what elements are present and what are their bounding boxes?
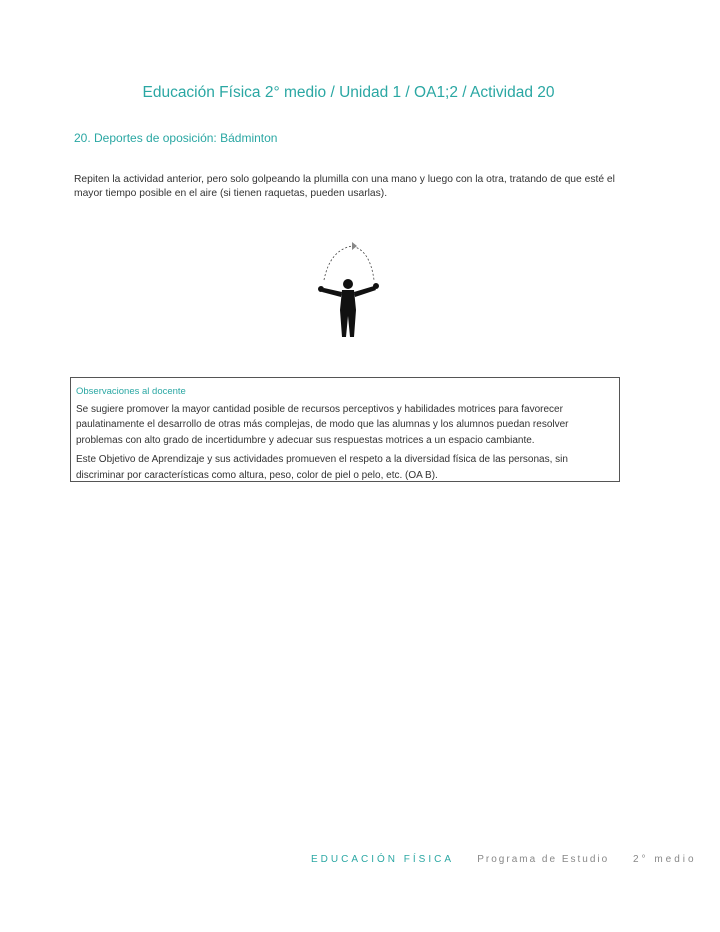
- activity-heading: 20. Deportes de oposición: Bádminton: [74, 131, 278, 145]
- footer-subject: EDUCACIÓN FÍSICA: [311, 854, 454, 865]
- page-title: Educación Física 2° medio / Unidad 1 / OA1;2 / Actividad 20: [142, 84, 555, 101]
- footer-program: Programa de Estudio: [477, 854, 610, 865]
- person-juggling-shuttlecock-icon: [312, 240, 384, 340]
- notes-paragraph: Se sugiere promover la mayor cantidad posible de recursos perceptivos y habilidades motrices para favorecer paulatinamente el desarrollo de otras más complejas, de modo que las alumnas y los alumnos puedan resolver problemas con alto grado de incertidumbre y adecuar sus respuestas motrices a un espacio cambiante.: [76, 403, 569, 446]
- notes-paragraph: Este Objetivo de Aprendizaje y sus actividades promueven el respeto a la diversidad física de las personas, sin discriminar por características como altura, peso, color de piel o pelo, etc. (OA B).: [76, 454, 568, 481]
- teacher-notes-box: [70, 377, 620, 482]
- footer-level: 2° medio: [632, 854, 697, 865]
- notes-heading: Observaciones al docente: [76, 386, 186, 397]
- page-footer: [311, 854, 697, 865]
- activity-text: Repiten la actividad anterior, pero solo golpeando la plumilla con una mano y luego con la otra, tratando de que esté el mayor tiempo posible en el aire (si tienen raquetas, pueden usarlas).: [74, 174, 615, 199]
